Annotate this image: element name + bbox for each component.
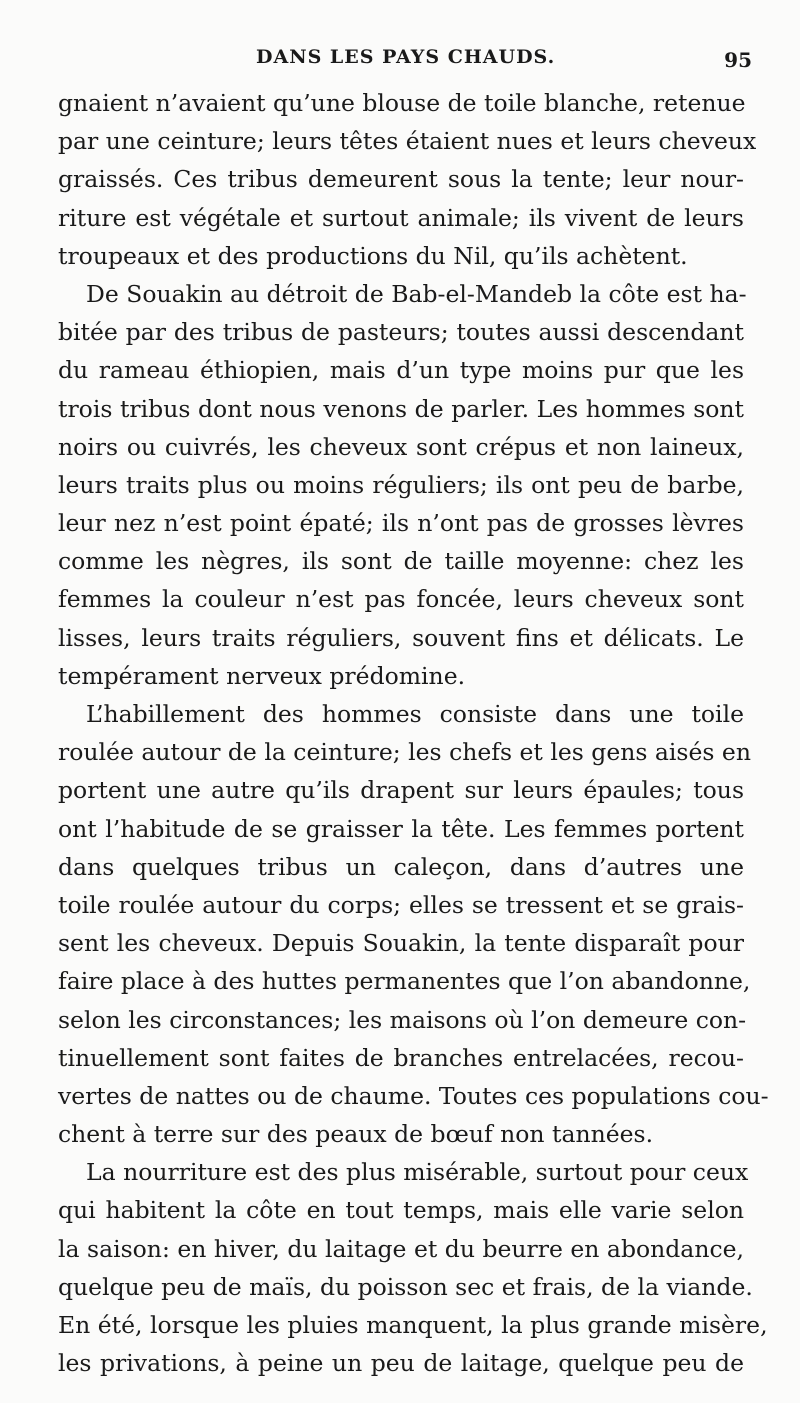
page-header [58,40,760,76]
text-line: graissés. Ces tribus demeurent sous la tente; leur nour- [58,165,744,194]
text-line: par une ceinture; leurs têtes étaient nues et leurs cheveux [58,127,757,156]
text-line: femmes la couleur n’est pas foncée, leurs cheveux sont [58,585,744,614]
text-line: tempérament nerveux prédomine. [58,661,466,690]
text-line: vertes de nattes ou de chaume. Toutes ces populations cou- [58,1081,769,1110]
text-line: lisses, leurs traits réguliers, souvent fins et délicats. Le [58,623,744,652]
text-line: la saison: en hiver, du laitage et du beurre en abondance, [58,1234,744,1263]
text-line: tinuellement sont faites de branches entrelacées, recou- [58,1043,744,1072]
text-line: toile roulée autour du corps; elles se tressent et se grais- [58,890,744,919]
text-line: leurs traits plus ou moins réguliers; ils ont peu de barbe, [58,470,744,499]
text-line: roulée autour de la ceinture; les chefs et les gens aisés en [58,738,751,767]
text-line: troupeaux et des productions du Nil, qu’ils achètent. [58,241,688,270]
text-line: quelque peu de maïs, du poisson sec et frais, de la viande. [58,1272,753,1301]
text-line: gnaient n’avaient qu’une blouse de toile blanche, retenue [58,89,746,117]
text-line: selon les circonstances; les maisons où l’on demeure con- [58,1005,747,1034]
paragraph-start-line: L’habillement des hommes consiste dans une toile [86,700,744,728]
text-line: comme les nègres, ils sont de taille moyenne: chez les [58,547,744,576]
text-line: noirs ou cuivrés, les cheveux sont crépus et non laineux, [58,432,744,461]
page-number: 95 [724,48,752,72]
running-head: DANS LES PAYS CHAUDS. [256,46,556,68]
paragraph-start-line: De Souakin au détroit de Bab-el-Mandeb la côte est ha- [86,279,747,308]
text-line: En été, lorsque les pluies manquent, la plus grande misère, [58,1311,768,1339]
text-line: riture est végétale et surtout animale; ils vivent de leurs [58,203,744,232]
text-line: sent les cheveux. Depuis Souakin, la tente disparaît pour [58,929,744,958]
text-line: leur nez n’est point épaté; ils n’ont pas de grosses lèvres [58,509,744,538]
text-line: trois tribus dont nous venons de parler. Les hommes sont [58,394,744,423]
text-line: bitée par des tribus de pasteurs; toutes aussi descendant [58,318,744,347]
text-line: du rameau éthiopien, mais d’un type moins pur que les [58,356,744,385]
text-line: chent à terre sur des peaux de bœuf non tannées. [58,1120,654,1149]
paragraph-start-line: La nourriture est des plus misérable, surtout pour ceux [86,1158,749,1187]
text-line: qui habitent la côte en tout temps, mais elle varie selon [58,1196,744,1225]
text-line: faire place à des huttes permanentes que l’on abandonne, [58,967,751,996]
text-line: les privations, à peine un peu de laitage, quelque peu de [58,1349,744,1378]
text-line: ont l’habitude de se graisser la tête. Les femmes portent [58,814,744,843]
text-line: portent une autre qu’ils drapent sur leurs épaules; tous [58,776,744,805]
text-line: dans quelques tribus un caleçon, dans d’autres une [58,852,744,881]
body-text [58,84,769,1382]
